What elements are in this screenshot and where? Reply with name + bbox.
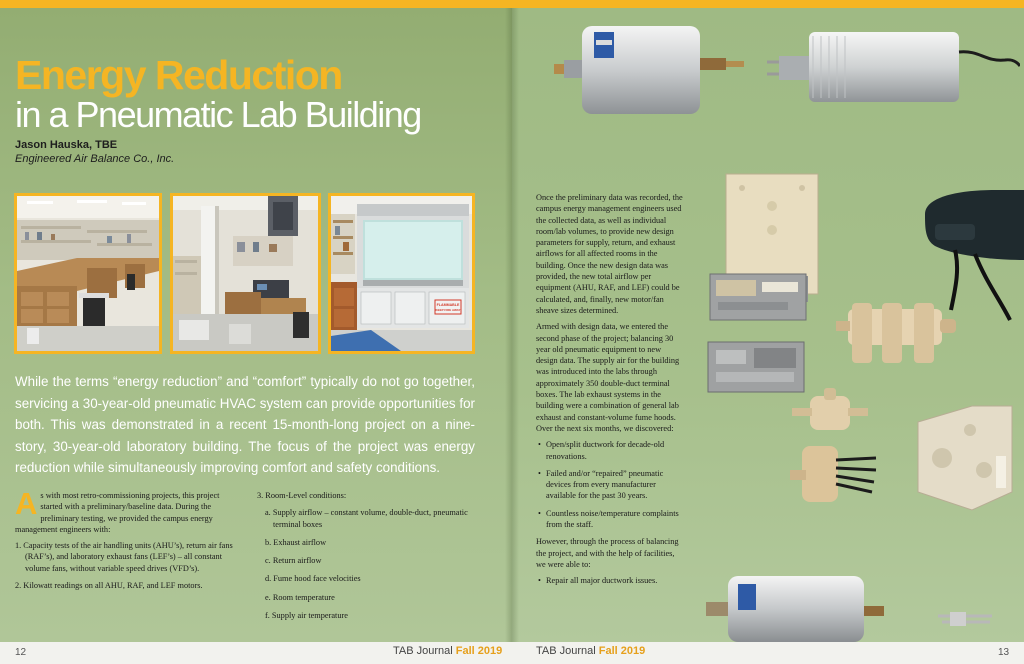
sub-list-item: e. Room temperature — [265, 592, 335, 602]
bullet-item: • Failed and/or “repaired” pneumatic devices from every manufacturer available for the past 30 years. — [536, 468, 684, 502]
repairs-list — [536, 575, 684, 586]
page-footer — [0, 642, 1024, 664]
left-page-number: 12 — [15, 647, 27, 658]
article-title-line2: in a Pneumatic Lab Building — [15, 94, 421, 135]
list-item: 3. Room-Level conditions: — [257, 491, 347, 500]
body-column-2 — [257, 490, 477, 628]
body-column-3 — [536, 192, 684, 593]
right-paragraph-2: Armed with design data, we entered the second phase of the project; balancing 30 year old pneumatic equipment to new design data. The supply air for the building was introduced into the labs through approximately 350 double-duct terminal boxes. The lab exhaust systems in the building were a combination of general lab exhaust and constant-volume fume hoods. Over the next six months, we discovered: — [536, 322, 680, 433]
bullet-item: • Repair all major ductwork issues. — [536, 575, 684, 586]
right-paragraph-3: However, through the process of balancing the project, and with the help of facilities, we were able to: — [536, 537, 679, 569]
room-conditions-list — [257, 507, 477, 621]
numbered-list-continued — [257, 490, 477, 501]
pneumatic-actuator-cylinder-2 — [765, 22, 1020, 112]
sub-list-item: b. Exhaust airflow — [265, 537, 327, 547]
article-title-line1: Energy Reduction — [15, 52, 342, 98]
right-paragraph-1: Once the preliminary data was recorded, the campus energy management engineers used the collected data, as well as individual room/lab volumes, to provide new design parameters for supply, return, and exhaust airflows for all affected rooms in the building. Once the new design data was provided, the new total airflow per equipment (AHU, RAF, and LEF) could be calculated, and, finally, new motor/fan sheave sizes determined. — [536, 193, 683, 315]
right-running-footer — [536, 645, 645, 657]
pneumatic-relay-module — [708, 272, 808, 322]
bullet-item: • Open/split ductwork for decade-old renovations. — [536, 439, 684, 462]
lab-photo-corridor — [170, 193, 321, 354]
bullet-item: • Countless noise/temperature complaints from the staff. — [536, 508, 684, 531]
author-affiliation: Engineered Air Balance Co., Inc. — [15, 153, 175, 165]
journal-issue: Fall 2019 — [598, 645, 646, 657]
svg-text:FLAMMABLE: FLAMMABLE — [436, 303, 460, 307]
sub-list-item: c. Return airflow — [265, 556, 322, 566]
pneumatic-valve-assembly-2 — [790, 388, 870, 438]
journal-name: TAB Journal — [536, 645, 596, 657]
journal-name: TAB Journal — [393, 645, 453, 657]
body-column-1 — [15, 486, 233, 597]
pneumatic-valve-assembly-1 — [830, 295, 960, 370]
right-page-number: 13 — [998, 647, 1010, 658]
pneumatic-mounting-bracket — [912, 402, 1017, 512]
pneumatic-valve-with-tubes — [780, 440, 880, 510]
list-item: 1. Capacity tests of the air handling units (AHU’s), return air fans (RAF’s), and laboratory exhaust fans (LEF’s) – all constant volume fans, without variable speed drives (VFD’s). — [15, 541, 233, 573]
lede-paragraph: While the terms “energy reduction” and “comfort” typically do not go together, servicing a 30-year-old pneumatic HVAC system can provide opportunities for both. This was demonstrated in a recent 15-month-long project on a nine-story, 30-year-old laboratory building. The focus of the project was energy reduction while simultaneously improving comfort and safety conditions. — [15, 374, 475, 475]
left-running-footer — [393, 645, 502, 657]
lab-photo-fume-hood — [328, 193, 475, 354]
intro-paragraph — [15, 486, 233, 535]
sub-list-item: a. Supply airflow – constant volume, double-duct, pneumatic terminal boxes — [265, 508, 468, 529]
sub-list-item: f. Supply air temperature — [265, 611, 348, 621]
pneumatic-relay-module-2 — [706, 340, 806, 395]
journal-issue: Fall 2019 — [455, 645, 503, 657]
pneumatic-actuator-cylinder-1 — [550, 18, 750, 118]
lab-photo-benches — [14, 193, 162, 354]
page-gutter — [505, 8, 519, 642]
intro-text: s with most retro-commissioning projects, this project started with a preliminary/baseline data. During the preliminary testing, we provided the campus energy management engineers with: — [15, 491, 220, 534]
discoveries-list — [536, 439, 684, 530]
drop-cap: A — [15, 486, 38, 521]
numbered-list — [15, 540, 233, 591]
sub-list-item: d. Fume hood face velocities — [265, 574, 361, 584]
pneumatic-actuator-cylinder-3 — [700, 572, 1000, 642]
top-accent-bar — [0, 0, 1024, 8]
list-item: 2. Kilowatt readings on all AHU, RAF, and LEF motors. — [15, 581, 203, 591]
author-name: Jason Hauska, TBE — [15, 139, 118, 151]
svg-text:KEEP FIRE AWAY: KEEP FIRE AWAY — [435, 308, 461, 312]
